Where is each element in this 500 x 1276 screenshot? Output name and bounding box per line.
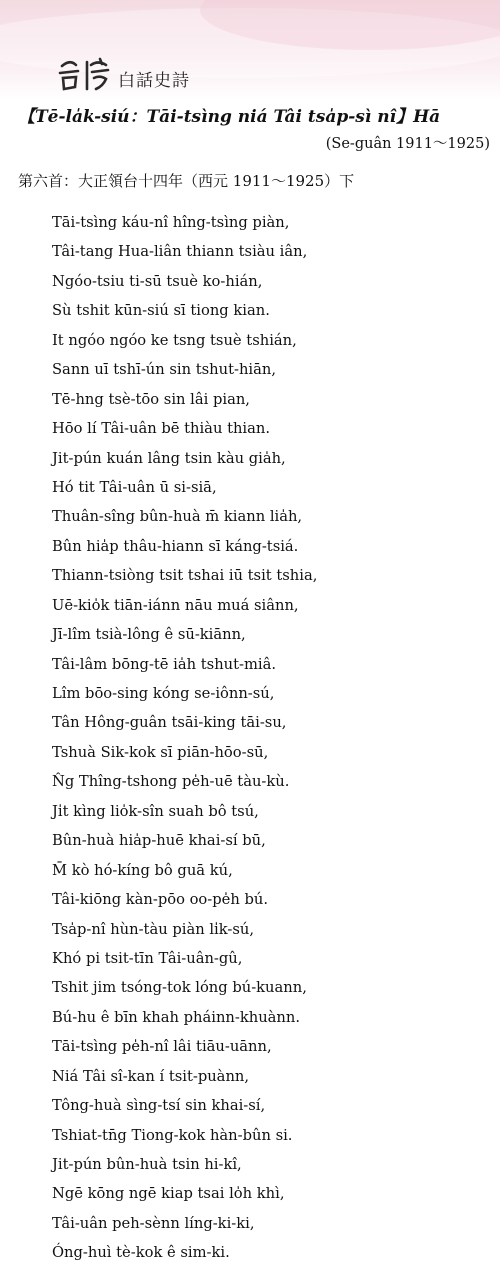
- poem-line: Niá Tâi sî-kan í tsit-puànn,: [52, 1067, 250, 1085]
- poem-line: Ji̍t kìng lio̍k-sîn suah bô tsú,: [52, 802, 259, 820]
- poem-line: Khó pi tsit-tīn Tâi-uân-gû,: [52, 949, 243, 967]
- poem-line: Tâi-kiōng kàn-pōo oo-pe̍h bú.: [52, 891, 268, 909]
- section-heading: 第六首：大正領台十四年（西元 1911～1925）下: [18, 172, 355, 190]
- poem-line: Bú-hu ê bīn khah pháinn-khuànn.: [52, 1008, 300, 1026]
- poem-line: Jī-lîm tsià-lông ê sū-kiānn,: [52, 626, 246, 644]
- poem-line: Ngóo-tsiu ti-sū tsuè ko-hián,: [52, 272, 263, 290]
- poem-line: N̂g Thîng-tshong pe̍h-uē tàu-kù.: [52, 773, 290, 791]
- poem-line: Bûn-huà hia̍p-huē khai-sí bū,: [52, 832, 266, 850]
- poem-line: It ngóo ngóo ke tsng tsuè tshián,: [52, 331, 297, 349]
- poem-line: Tē-hng tsè-tōo sin lâi pian,: [52, 390, 250, 408]
- poem-line: Jit-pún bûn-huà tsin hi-kî,: [52, 1156, 242, 1173]
- poem-line: Jit-pún kuán lâng tsin kàu gia̍h,: [52, 449, 286, 467]
- poem-line: Sann uī tshī-ún sin tshut-hiān,: [52, 361, 277, 379]
- poem-line: Ngē kōng ngē kiap tsai lo̍h khì,: [52, 1185, 285, 1203]
- header-banner: [0, 0, 500, 100]
- poem-line: Sù tshit kūn-siú sī tiong kian.: [52, 302, 270, 320]
- poem-line: Tsa̍p-nî hùn-tàu piàn li̍k-sú,: [52, 920, 254, 938]
- poem-line: Bûn hia̍p thâu-hiann sī káng-tsiá.: [52, 537, 299, 555]
- poem-line: Tāi-tsìng pe̍h-nî lâi tiāu-uānn,: [52, 1038, 272, 1056]
- poem-line: Tân Hông-guân tsāi-king tāi-su,: [52, 714, 287, 732]
- poem-body: [52, 213, 317, 1273]
- poem-line: Tāi-tsìng káu-nî hîng-tsìng piàn,: [52, 214, 290, 231]
- taiwan-calligraphy-logo-icon: [56, 56, 114, 94]
- poem-line: Lîm bōo-sing kóng se-iônn-sú,: [52, 685, 275, 702]
- poem-line: Tâi-tang Hua-liân thiann tsiàu iân,: [52, 243, 308, 261]
- poem-line: Tshit jim tsóng-tok lóng bú-kuann,: [52, 979, 307, 997]
- logo-text: 白話史詩: [118, 71, 190, 91]
- author-line: (Se-guân 1911～1925): [325, 136, 490, 152]
- poem-line: Thuân-sîng bûn-huà m̄ kiann lia̍h,: [52, 508, 303, 526]
- poem-line: Hōo lí Tâi-uân bē thiàu thian.: [52, 420, 271, 438]
- poem-line: Uē-kio̍k tiān-iánn nāu muá siânn,: [52, 596, 299, 614]
- poem-title: 【Tē-la̍k-siú：Tāi-tsìng niá Tâi tsa̍p-sì nî】Hā: [18, 107, 441, 127]
- poem-line: Thiann-tsiòng tsit tshai iū tsit tshia,: [52, 567, 318, 585]
- poem-line: Tshiat-tn̄g Tiong-kok hàn-bûn si.: [52, 1126, 293, 1144]
- poem-line: Tông-huà sìng-tsí sin khai-sí,: [52, 1097, 266, 1115]
- poem-line: Tâi-uân peh-sènn líng-ki-ki,: [52, 1214, 255, 1232]
- poem-line: M̄ kò hó-kíng bô guā kú,: [52, 861, 233, 879]
- poem-line: Óng-huì tè-kok ê sim-ki.: [52, 1244, 230, 1262]
- poem-line: Tâi-lâm bōng-tē ia̍h tshut-miâ.: [52, 655, 277, 673]
- poem-line: Tshuà Sik-kok sī piān-hōo-sū,: [52, 743, 269, 761]
- poem-line: Hó tit Tâi-uân ū si-siā,: [52, 478, 217, 496]
